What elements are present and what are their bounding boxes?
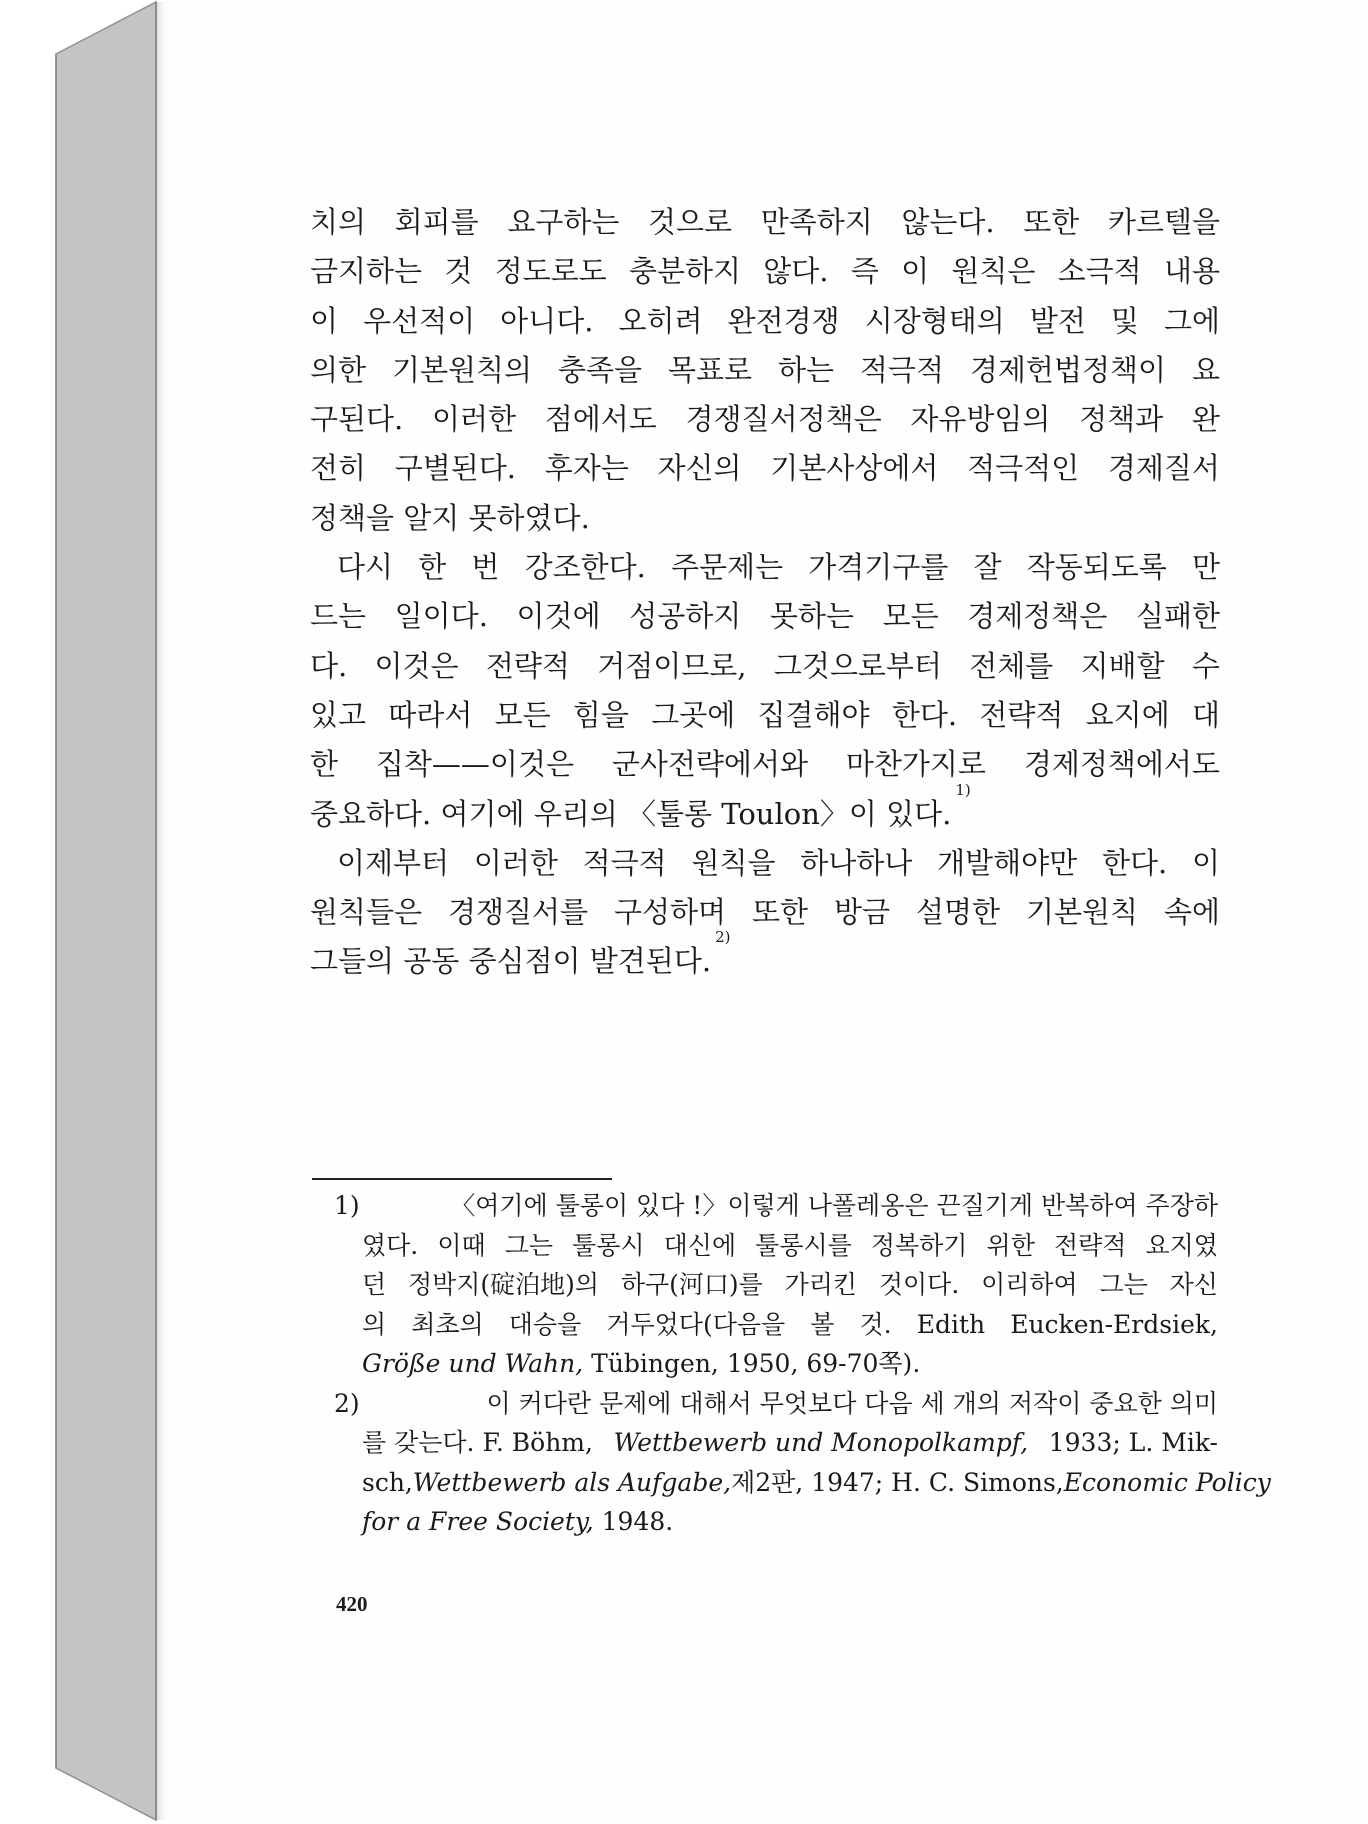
footnote-line — [334, 1384, 1218, 1424]
text-line: 다. 이것은 전략적 거점이므로, 그것으로부터 전체를 지배할 수 — [310, 648, 1220, 683]
footnote-line: 던 정박지(碇泊地)의 하구(河口)를 가리킨 것이다. 이리하여 그는 자신 — [362, 1270, 1218, 1299]
footnote-ref-2[interactable]: 2) — [715, 928, 731, 947]
page-number: 420 — [336, 1592, 368, 1616]
footnote-divider — [312, 1178, 612, 1180]
footnote-text: Tübingen, 1950, 69-70쪽). — [591, 1349, 921, 1378]
footnote-line: 였다. 이때 그는 툴롱시 대신에 툴롱시를 정복하기 위한 전략적 요지였 — [362, 1230, 1218, 1260]
book-title: Economic Policy — [1063, 1467, 1271, 1497]
footnote-text: 를 갖는다. F. Böhm, — [362, 1428, 593, 1457]
footnote-2 — [334, 1384, 1271, 1542]
footnote-text: 제2판, 1947; H. C. Simons, — [731, 1467, 1064, 1497]
book-title: Größe und Wahn, — [362, 1349, 584, 1378]
text-line: 치의 회피를 요구하는 것으로 만족하지 않는다. 또한 카르텔을 — [310, 205, 1220, 239]
footnote-marker: 2) — [334, 1388, 360, 1418]
body-text — [310, 198, 1220, 987]
text-line: 다시 한 번 강조한다. 주문제는 가격기구를 잘 작동되도록 만 — [337, 550, 1220, 585]
paragraph-2 — [310, 543, 1220, 839]
paragraph-1 — [310, 198, 1220, 543]
text-line: 이제부터 이러한 적극적 원칙을 하나하나 개발해야만 한다. 이 — [337, 845, 1220, 880]
footnote-line: 의 최초의 대승을 거두었다(다음을 볼 것. Edith Eucken-Erdsiek, — [362, 1309, 1218, 1339]
footnote-text: 〈여기에 툴롱이 있다 !〉이렇게 나폴레옹은 끈질기게 반복하여 주장하 — [450, 1191, 1218, 1220]
footnote-marker: 1) — [334, 1191, 360, 1220]
footnote-text: 이 커다란 문제에 대해서 무엇보다 다음 세 개의 저작이 중요한 의미 — [486, 1388, 1218, 1418]
text-line-with-note — [310, 780, 1220, 839]
footnote-1 — [334, 1186, 1218, 1384]
text-line: 정책을 알지 못하였다. — [310, 500, 590, 535]
text-line: 한 집착——이것은 군사전략에서와 마찬가지로 경제정책에서도 — [310, 747, 1220, 782]
text-line: 전히 구별된다. 후자는 자신의 기본사상에서 적극적인 경제질서 — [310, 451, 1220, 486]
text-line: 금지하는 것 정도로도 충분하지 않다. 즉 이 원칙은 소극적 내용 — [310, 254, 1220, 289]
footnote-line — [334, 1344, 1218, 1384]
footnote-text: 1948. — [601, 1507, 674, 1536]
text-segment: 그들의 공동 중심점이 발견된다. — [310, 944, 712, 979]
footnote-line — [334, 1463, 1271, 1503]
text-line: 의한 기본원칙의 충족을 목표로 하는 적극적 경제헌법정책이 요 — [310, 352, 1220, 387]
text-segment: 중요하다. 여기에 우리의 〈툴롱 Toulon〉이 있다. — [310, 796, 952, 831]
text-line: 구된다. 이러한 점에서도 경쟁질서정책은 자유방임의 정책과 완 — [310, 402, 1220, 437]
text-line-with-note — [310, 928, 1220, 986]
text-line: 원칙들은 경쟁질서를 구성하며 또한 방금 설명한 기본원칙 속에 — [310, 895, 1220, 930]
footnote-ref-1[interactable]: 1) — [955, 780, 971, 799]
book-title: Wettbewerb als Aufgabe, — [412, 1467, 732, 1497]
footnote-line — [334, 1423, 1218, 1463]
book-title: Wettbewerb und Monopolkampf, — [613, 1428, 1029, 1457]
footnotes — [334, 1186, 1271, 1542]
footnote-line — [334, 1502, 1218, 1542]
paragraph-3 — [310, 839, 1220, 987]
footnote-text: sch, — [362, 1467, 413, 1497]
text-line: 이 우선적이 아니다. 오히려 완전경쟁 시장형태의 발전 및 그에 — [310, 303, 1220, 338]
text-line: 있고 따라서 모든 힘을 그곳에 집결해야 한다. 전략적 요지에 대 — [310, 697, 1220, 732]
footnote-line — [334, 1186, 1218, 1226]
book-title: for a Free Society, — [362, 1507, 594, 1536]
footnote-text: 1933; L. Mik- — [1048, 1428, 1218, 1457]
text-line: 드는 일이다. 이것에 성공하지 못하는 모든 경제정책은 실패한 — [310, 599, 1220, 634]
